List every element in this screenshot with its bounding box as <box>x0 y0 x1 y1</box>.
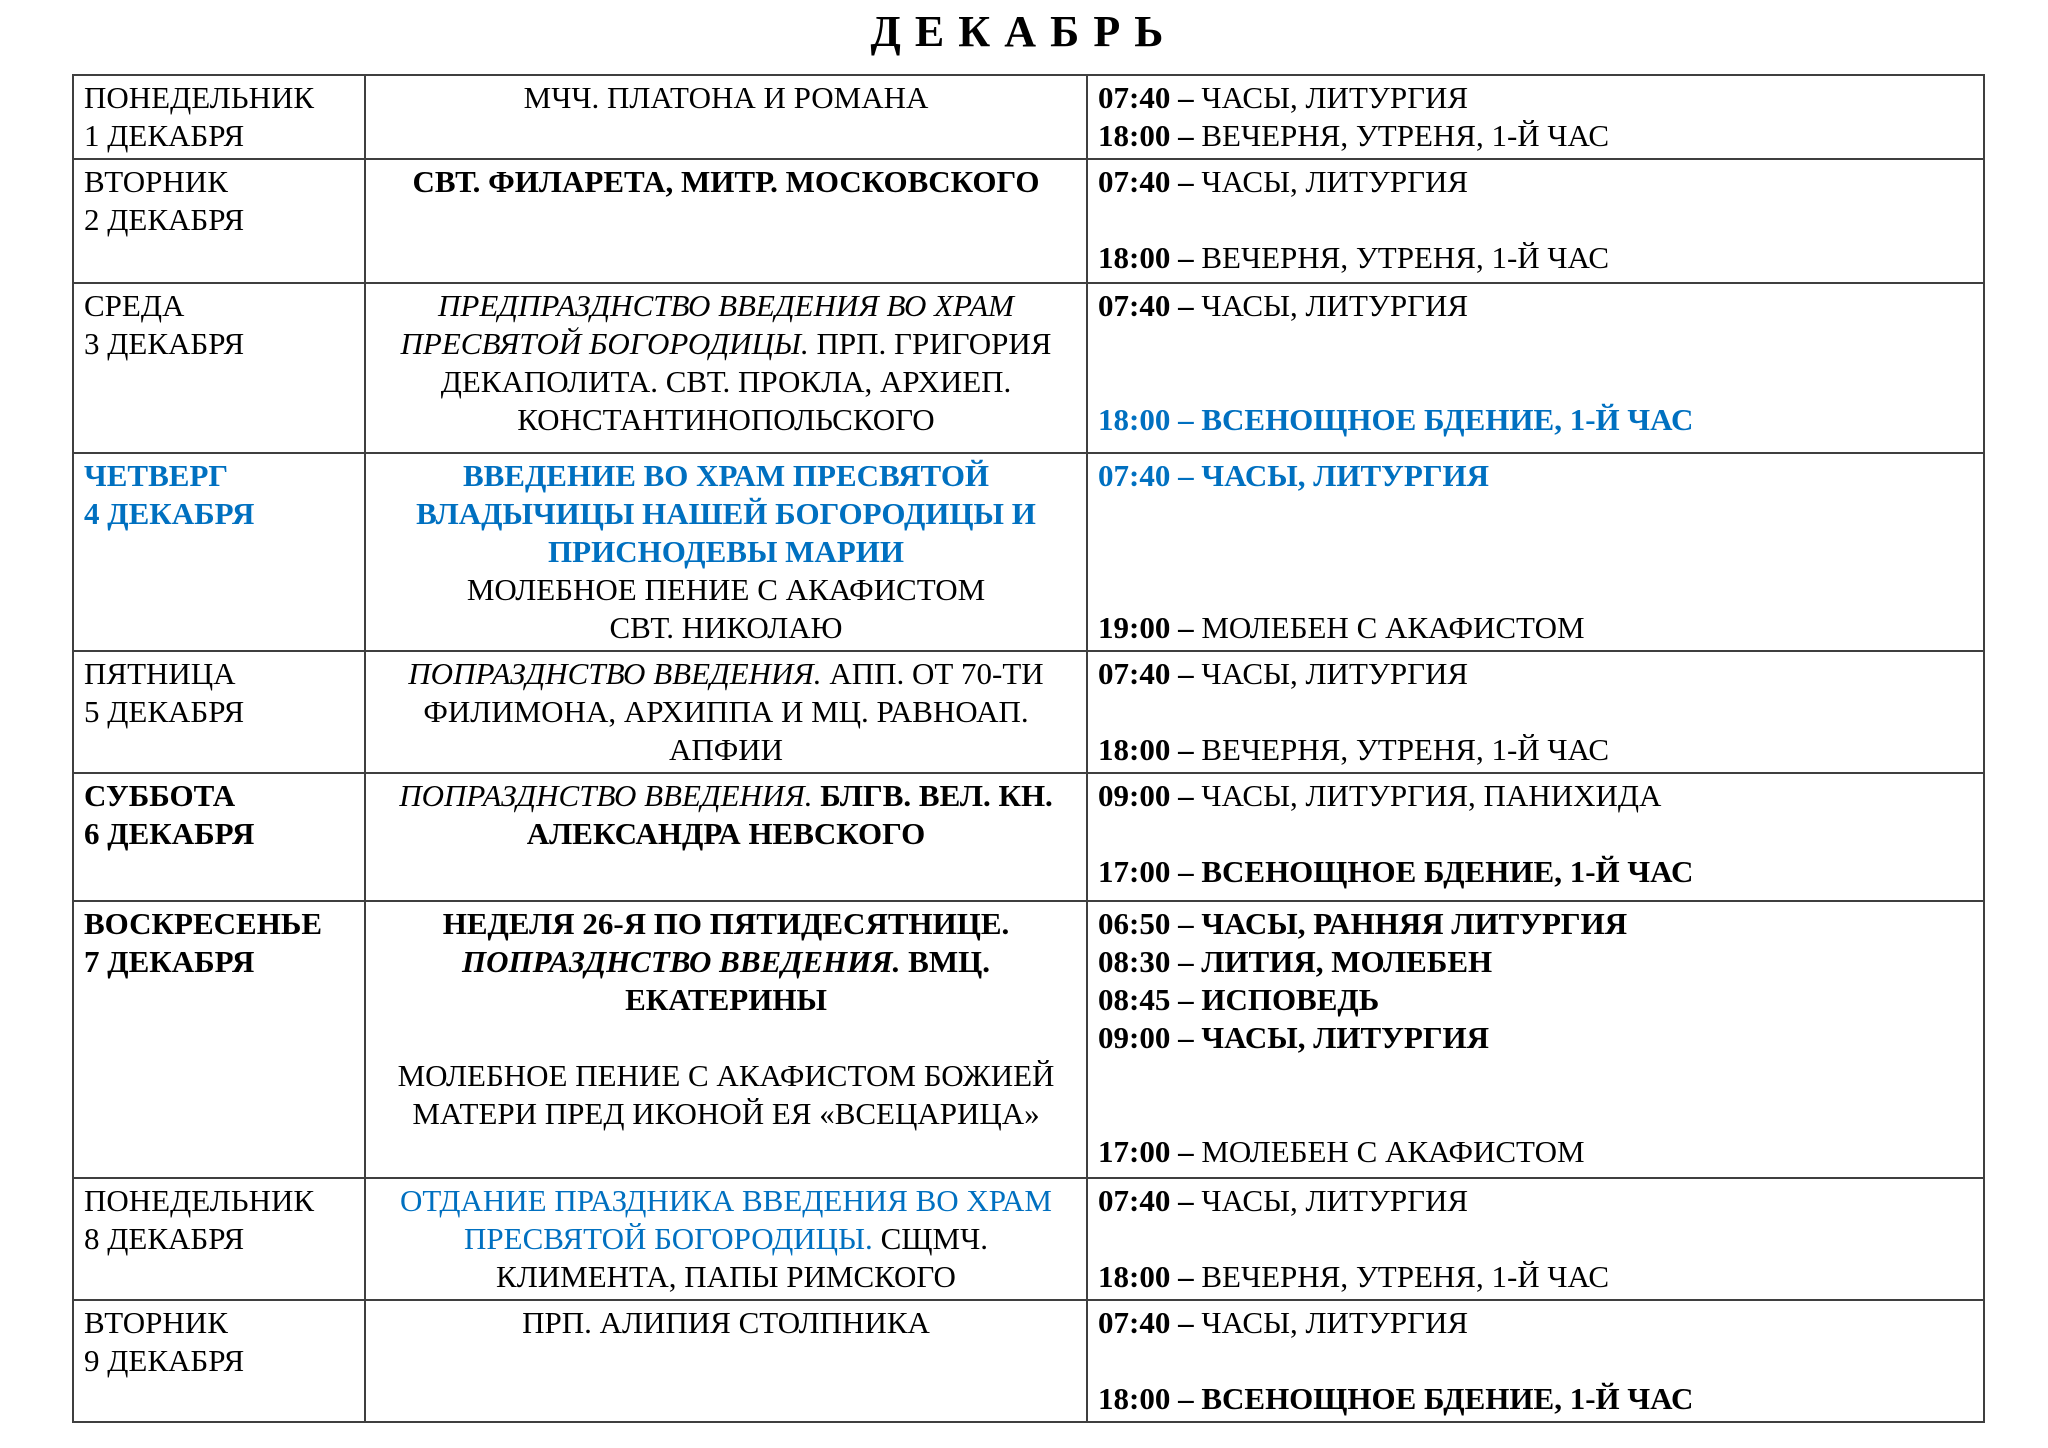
service-time: 07:40 – <box>1098 288 1194 323</box>
service-line <box>1098 1258 1973 1296</box>
services-cell <box>1087 1300 1984 1422</box>
feast-afterfeast: ПОПРАЗДНСТВО ВВЕДЕНИЯ. <box>462 944 909 979</box>
service-text: ЧАСЫ, ЛИТУРГИЯ <box>1201 1020 1490 1055</box>
service-time: 07:40 – <box>1098 1183 1194 1218</box>
spacer <box>1098 1342 1973 1380</box>
spacer <box>1098 1095 1973 1133</box>
feast-note: СВТ. НИКОЛАЮ <box>609 610 843 645</box>
service-line <box>1098 163 1973 201</box>
service-text: ЧАСЫ, РАННЯЯ ЛИТУРГИЯ <box>1201 906 1628 941</box>
day-cell <box>73 1300 365 1422</box>
day-name: СУББОТА <box>84 778 236 813</box>
feast-forefeast: ПРЕДПРАЗДНСТВО ВВЕДЕНИЯ ВО ХРАМ ПРЕСВЯТОЙ БОГОРОДИЦЫ. <box>400 288 1014 361</box>
day-cell <box>73 453 365 651</box>
feast-afterfeast: ПОПРАЗДНСТВО ВВЕДЕНИЯ. <box>399 778 821 813</box>
service-line <box>1098 1304 1973 1342</box>
day-name: СРЕДА <box>84 288 185 323</box>
day-date: 6 ДЕКАБРЯ <box>84 816 255 851</box>
feast-leavetaking: ОТДАНИЕ ПРАЗДНИКА ВВЕДЕНИЯ ВО ХРАМ ПРЕСВЯТОЙ БОГОРОДИЦЫ. <box>399 1183 1052 1256</box>
service-line <box>1098 731 1973 769</box>
feast-cell <box>365 453 1087 651</box>
service-text: ВСЕНОЩНОЕ БДЕНИЕ, 1-Й ЧАС <box>1201 402 1694 437</box>
services-cell <box>1087 75 1984 159</box>
day-name: ВОСКРЕСЕНЬЕ <box>84 906 322 941</box>
service-time: 18:00 – <box>1098 118 1194 153</box>
table-row <box>73 901 1984 1178</box>
feast-saints: СЩМЧ. КЛИМЕНТА, ПАПЫ РИМСКОГО <box>496 1221 988 1294</box>
spacer <box>1098 1057 1973 1095</box>
services-cell <box>1087 901 1984 1178</box>
service-time: 19:00 – <box>1098 610 1194 645</box>
day-name: ПОНЕДЕЛЬНИК <box>84 80 315 115</box>
day-date: 9 ДЕКАБРЯ <box>84 1343 245 1378</box>
service-text: МОЛЕБЕН С АКАФИСТОМ <box>1201 1134 1585 1169</box>
service-line <box>1098 905 1973 943</box>
feast-cell <box>365 1178 1087 1300</box>
feast-cell <box>365 159 1087 283</box>
spacer <box>1098 201 1973 239</box>
service-text: ЧАСЫ, ЛИТУРГИЯ <box>1201 1183 1469 1218</box>
service-time: 07:40 – <box>1098 164 1194 199</box>
service-time: 18:00 – <box>1098 1259 1194 1294</box>
spacer <box>1098 533 1973 571</box>
service-time: 07:40 – <box>1098 80 1194 115</box>
services-cell <box>1087 1178 1984 1300</box>
service-text: ЧАСЫ, ЛИТУРГИЯ <box>1201 458 1490 493</box>
service-text: ИСПОВЕДЬ <box>1201 982 1380 1017</box>
day-date: 8 ДЕКАБРЯ <box>84 1221 245 1256</box>
service-line <box>1098 943 1973 981</box>
service-line <box>1098 1133 1973 1171</box>
schedule-table <box>72 74 1985 1423</box>
service-text: ВЕЧЕРНЯ, УТРЕНЯ, 1-Й ЧАС <box>1201 1259 1610 1294</box>
service-time: 06:50 – <box>1098 906 1194 941</box>
day-cell <box>73 283 365 453</box>
table-row <box>73 1300 1984 1422</box>
services-cell <box>1087 773 1984 901</box>
table-row <box>73 453 1984 651</box>
service-text: ЧАСЫ, ЛИТУРГИЯ <box>1201 1305 1469 1340</box>
day-name: ПЯТНИЦА <box>84 656 236 691</box>
feast-note: МОЛЕБНОЕ ПЕНИЕ С АКАФИСТОМ <box>466 572 986 607</box>
feast-note: МОЛЕБНОЕ ПЕНИЕ С АКАФИСТОМ БОЖИЕЙ МАТЕРИ ПРЕД ИКОНОЙ ЕЯ «ВСЕЦАРИЦА» <box>397 1058 1055 1131</box>
service-line <box>1098 117 1973 155</box>
table-row <box>73 283 1984 453</box>
service-text: ВЕЧЕРНЯ, УТРЕНЯ, 1-Й ЧАС <box>1201 118 1610 153</box>
services-cell <box>1087 159 1984 283</box>
feast-cell <box>365 773 1087 901</box>
services-cell <box>1087 283 1984 453</box>
service-line <box>1098 777 1973 815</box>
feast-saints: БЛГВ. ВЕЛ. КН. АЛЕКСАНДРА НЕВСКОГО <box>526 778 1053 851</box>
feast-saints: ВМЦ. ЕКАТЕРИНЫ <box>625 944 990 1017</box>
service-time: 18:00 – <box>1098 1381 1194 1416</box>
feast-title: ВВЕДЕНИЕ ВО ХРАМ ПРЕСВЯТОЙ ВЛАДЫЧИЦЫ НАШЕЙ БОГОРОДИЦЫ И ПРИСНОДЕВЫ МАРИИ <box>416 458 1036 569</box>
service-line <box>1098 1380 1973 1418</box>
service-text: ВЕЧЕРНЯ, УТРЕНЯ, 1-Й ЧАС <box>1201 240 1610 275</box>
service-time: 18:00 – <box>1098 402 1194 437</box>
spacer <box>1098 571 1973 609</box>
day-cell <box>73 901 365 1178</box>
feast-afterfeast: ПОПРАЗДНСТВО ВВЕДЕНИЯ. <box>408 656 830 691</box>
day-cell <box>73 773 365 901</box>
day-name: ПОНЕДЕЛЬНИК <box>84 1183 315 1218</box>
service-line <box>1098 239 1973 277</box>
feast-saints: ПРП. ГРИГОРИЯ ДЕКАПОЛИТА. СВТ. ПРОКЛА, АРХИЕП. КОНСТАНТИНОПОЛЬСКОГО <box>440 326 1052 437</box>
day-name: ВТОРНИК <box>84 1305 228 1340</box>
table-row <box>73 75 1984 159</box>
service-time: 08:30 – <box>1098 944 1194 979</box>
spacer <box>376 1019 1076 1057</box>
spacer <box>1098 495 1973 533</box>
service-text: ЧАСЫ, ЛИТУРГИЯ <box>1201 656 1469 691</box>
service-line <box>1098 609 1973 647</box>
service-time: 09:00 – <box>1098 1020 1194 1055</box>
service-text: ЧАСЫ, ЛИТУРГИЯ, ПАНИХИДА <box>1201 778 1662 813</box>
feast-week: НЕДЕЛЯ 26-Я ПО ПЯТИДЕСЯТНИЦЕ. <box>442 906 1010 941</box>
service-line <box>1098 79 1973 117</box>
feast-cell <box>365 283 1087 453</box>
day-date: 2 ДЕКАБРЯ <box>84 202 245 237</box>
service-line <box>1098 1182 1973 1220</box>
service-text: ЧАСЫ, ЛИТУРГИЯ <box>1201 80 1469 115</box>
feast-title: МЧЧ. ПЛАТОНА И РОМАНА <box>523 80 929 115</box>
spacer <box>1098 325 1973 363</box>
day-date: 5 ДЕКАБРЯ <box>84 694 245 729</box>
table-row <box>73 651 1984 773</box>
service-text: ЧАСЫ, ЛИТУРГИЯ <box>1201 288 1469 323</box>
service-text: ВЕЧЕРНЯ, УТРЕНЯ, 1-Й ЧАС <box>1201 732 1610 767</box>
service-line <box>1098 981 1973 1019</box>
table-row <box>73 1178 1984 1300</box>
service-line <box>1098 287 1973 325</box>
day-date: 3 ДЕКАБРЯ <box>84 326 245 361</box>
page-title: ДЕКАБРЬ <box>870 7 1178 56</box>
feast-title: СВТ. ФИЛАРЕТА, МИТР. МОСКОВСКОГО <box>412 164 1040 199</box>
day-date: 1 ДЕКАБРЯ <box>84 118 245 153</box>
feast-cell <box>365 651 1087 773</box>
service-text: ВСЕНОЩНОЕ БДЕНИЕ, 1-Й ЧАС <box>1201 854 1694 889</box>
services-cell <box>1087 651 1984 773</box>
spacer <box>1098 1220 1973 1258</box>
service-time: 07:40 – <box>1098 1305 1194 1340</box>
service-time: 17:00 – <box>1098 854 1194 889</box>
feast-cell <box>365 75 1087 159</box>
day-cell <box>73 75 365 159</box>
service-text: ВСЕНОЩНОЕ БДЕНИЕ, 1-Й ЧАС <box>1201 1381 1694 1416</box>
spacer <box>1098 363 1973 401</box>
service-text: МОЛЕБЕН С АКАФИСТОМ <box>1201 610 1585 645</box>
table-row <box>73 773 1984 901</box>
spacer <box>1098 815 1973 853</box>
day-name: ВТОРНИК <box>84 164 228 199</box>
spacer <box>1098 693 1973 731</box>
service-line <box>1098 401 1973 439</box>
services-cell <box>1087 453 1984 651</box>
service-line <box>1098 1019 1973 1057</box>
service-time: 07:40 – <box>1098 458 1194 493</box>
service-time: 07:40 – <box>1098 656 1194 691</box>
day-date: 7 ДЕКАБРЯ <box>84 944 255 979</box>
feast-title: ПРП. АЛИПИЯ СТОЛПНИКА <box>522 1305 930 1340</box>
service-text: ЛИТИЯ, МОЛЕБЕН <box>1201 944 1493 979</box>
service-line <box>1098 853 1973 891</box>
day-cell <box>73 159 365 283</box>
day-cell <box>73 651 365 773</box>
day-date: 4 ДЕКАБРЯ <box>84 496 255 531</box>
feast-cell <box>365 1300 1087 1422</box>
service-time: 18:00 – <box>1098 240 1194 275</box>
day-name: ЧЕТВЕРГ <box>84 458 229 493</box>
service-time: 09:00 – <box>1098 778 1194 813</box>
service-time: 17:00 – <box>1098 1134 1194 1169</box>
service-time: 08:45 – <box>1098 982 1194 1017</box>
table-row <box>73 159 1984 283</box>
service-time: 18:00 – <box>1098 732 1194 767</box>
service-line <box>1098 655 1973 693</box>
day-cell <box>73 1178 365 1300</box>
feast-saints: АПП. ОТ 70-ТИ ФИЛИМОНА, АРХИППА И МЦ. РАВНОАП. АПФИИ <box>423 656 1044 767</box>
service-line <box>1098 457 1973 495</box>
service-text: ЧАСЫ, ЛИТУРГИЯ <box>1201 164 1469 199</box>
feast-cell <box>365 901 1087 1178</box>
